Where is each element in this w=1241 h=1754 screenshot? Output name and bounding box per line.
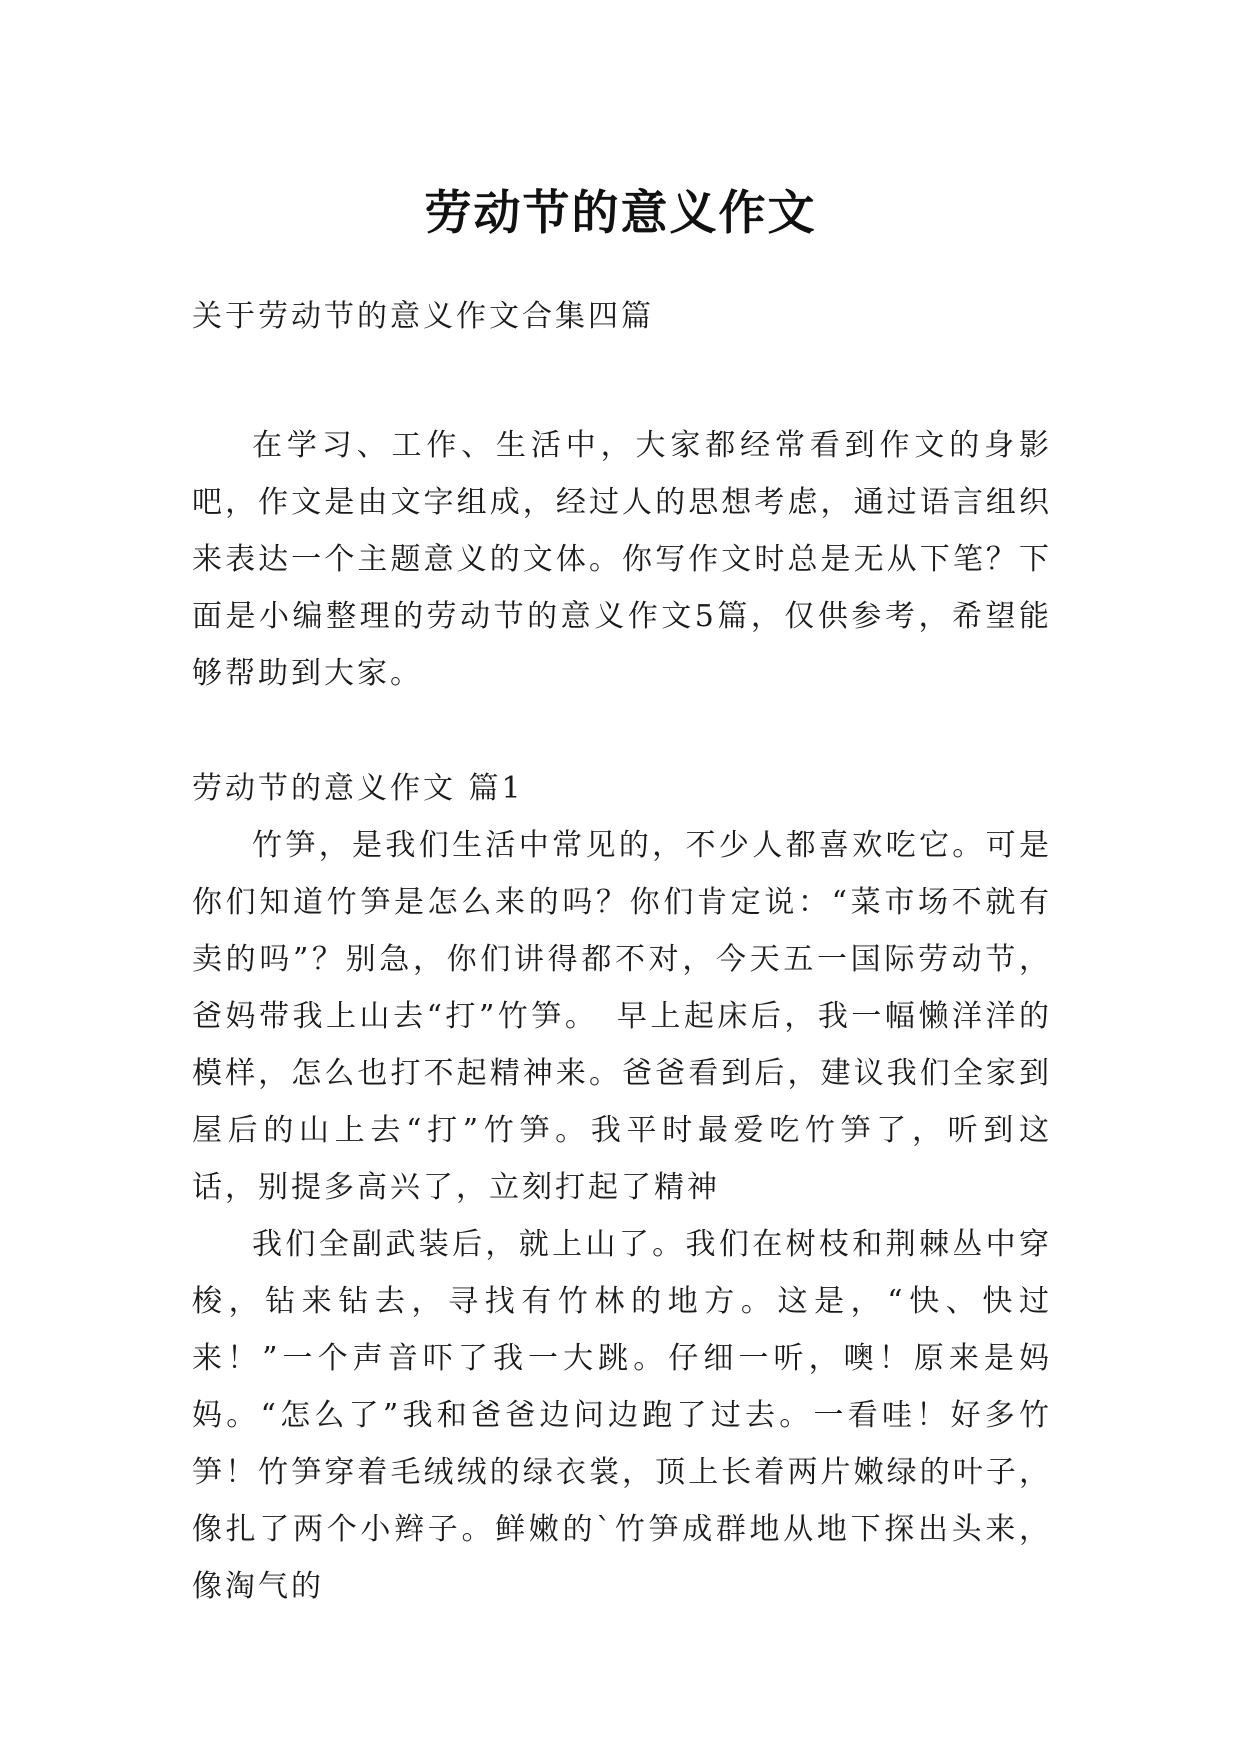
body-paragraph-1: 竹笋，是我们生活中常见的，不少人都喜欢吃它。可是你们知道竹笋是怎么来的吗？你们肯定说：“菜市场不就有卖的吗”？别急，你们讲得都不对，今天五一国际劳动节，爸妈带我上山去“打”竹笋。 早上起床后，我一幅懒洋洋的模样，怎么也打不起精神来。爸爸看到后，建议我们全家到屋后的山上去“打”竹笋。我平时最爱吃竹笋了，听到这话，别提多高兴了，立刻打起了精神 <box>192 828 1052 1205</box>
section-heading: 劳动节的意义作文 篇1 <box>192 771 524 806</box>
document-body <box>192 288 1052 1615</box>
document-title: 劳动节的意义作文 <box>424 186 817 242</box>
document-subtitle: 关于劳动节的意义作文合集四篇 <box>192 299 654 334</box>
body-paragraph-2: 我们全副武装后，就上山了。我们在树枝和荆棘丛中穿梭，钻来钻去，寻找有竹林的地方。这是，“快、快过来！”一个声音吓了我一大跳。仔细一听，噢！原来是妈妈。“怎么了”我和爸爸边问边跑了过去。一看哇！好多竹笋！竹笋穿着毛绒绒的绿衣裳，顶上长着两片嫩绿的叶子，像扎了两个小辫子。鲜嫩的`竹笋成群地从地下探出头来，像淘气的 <box>192 1227 1052 1604</box>
intro-paragraph: 在学习、工作、生活中，大家都经常看到作文的身影吧，作文是由文字组成，经过人的思想考虑，通过语言组织来表达一个主题意义的文体。你写作文时总是无从下笔？下面是小编整理的劳动节的意义作文5篇，仅供参考，希望能够帮助到大家。 <box>192 428 1052 691</box>
